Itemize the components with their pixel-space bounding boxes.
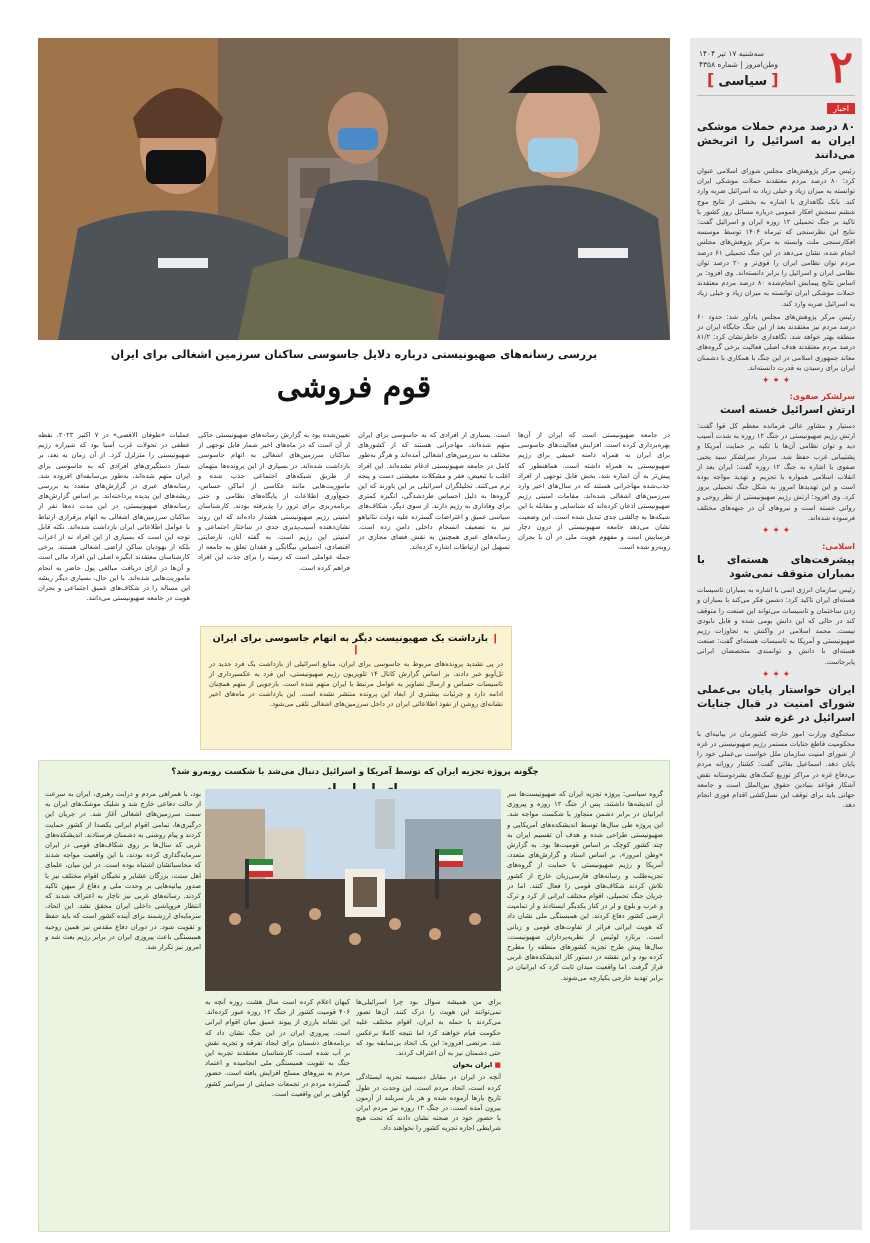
boxout-panel bbox=[200, 626, 512, 750]
sidebar-body-3: رئیس سازمان انرژی اتمی با اشاره به بمباران تاسیسات هسته‌ای ایران تاکید کرد: دشمن فکر می‌کند با بمباران و زدن ساختمان و تاسیسات می‌تواند این صنعت را متوقف کند در حالی که این دانش بومی شده و قابل نابودی نیست. محمد اسلامی در واکنش به تجاوزات رژیم صهیونیستی و آمریکا به تاسیسات هسته‌ای گفت: صنعت هسته‌ای با دانش و توانمندی متخصصان ایرانی پابرجاست. bbox=[697, 586, 855, 666]
sidebar-body-4: سخنگوی وزارت امور خارجه کشورمان در بیانیه‌ای با محکومیت قاطع جنایات مستمر رژیم صهیونیستی در غزه از شورای امنیت سازمان ملل خواست بی‌عملی خود را پایان دهد. اسماعیل بقائی گفت: کشتار روزانه مردم بی‌دفاع غزه در مراکز توزیع کمک‌های بشردوستانه نقض آشکار قواعد بنیادین حقوق بین‌الملل است و جامعه جهانی باید برای توقف این نسل‌کشی اقدام فوری انجام دهد. bbox=[697, 729, 855, 810]
sidebar-body-1: رئیس مرکز پژوهش‌های مجلس شورای اسلامی عنوان کرد: ۸۰ درصد مردم معتقدند حملات موشکی ایران توانسته به میزان زیاد و خیلی زیاد به اسرائیل ضربه وارد کند. بابک نگاهداری با اشاره به بخشی از نتایج موج ششم سنجش افکار عمومی درباره مسائل روز کشور با تاکید بر جنگ تحمیلی ۱۲ روزه ایران و اسرائیل گفت: نتایج این نظرسنجی که تیرماه ۱۴۰۴ توسط موسسه افکارسنجی ملت وابسته به مرکز پژوهش‌های مجلس انجام شده، نشان می‌دهد در این جنگ تحمیلی ۶۱ درصد مردم توان نظامی ایران را قوی‌تر و ۲۰ درصد توان نظامی ایران و اسرائیل را برابر دانسته‌اند. وی افزود: بر اساس نتایج پیمایش انجام‌شده ۸۰ درصد مردم معتقدند حملات موشکی ایران توانسته به میزان زیاد و خیلی زیاد به اسرائیل ضربه وارد کند. bbox=[697, 167, 856, 308]
bottom-column-right: گروه سیاسی: پروژه تجزیه ایران که صهیونیست‌ها سر آن اندیشه‌ها داشتند، پس از جنگ ۱۲ روزه و پیروزی ایرانیان در برابر دشمن متجاوز با شکست مواجه شد. این پروژه طی سال‌ها توسط اندیشکده‌های آمریکایی و صهیونیستی طراحی شده و هدف آن تقسیم ایران به چند کشور کوچک بر اساس قومیت‌ها بود. به گزارش «وطن امروز»، بر اساس اسناد و گزارش‌های متعدد، آمریکا و رژیم صهیونیستی با حمایت از گروه‌های تجزیه‌طلب و رسانه‌های فارسی‌زبان خارج از کشور تلاش کردند شکاف‌های قومی را فعال کنند. اما در جریان جنگ تحمیلی، اقوام مختلف ایرانی از کرد و ترک و عرب و بلوچ و لر در کنار یکدیگر ایستادند و از تمامیت ارضی کشور دفاع کردند. این همبستگی ملی نشان داد که هویت ایرانی فراتر از تفاوت‌های قومی و زبانی است. برنارد لوئیس از نظریه‌پردازان صهیونیست، سال‌ها پیش طرح تجزیه کشورهای منطقه را مطرح کرده بود و این نقشه در دستور کار اندیشکده‌های غربی قرار گرفت. اما واقعیت میدان ثابت کرد که ایرانیان در برابر تهدید خارجی یکپارچه می‌شوند. bbox=[507, 790, 663, 982]
article-text: برای من همیشه سوال بود چرا اسرائیلی‌ها نمی‌توانند این هویت را درک کنند. آن‌ها تصور می‌کردند با حمله به ایران، اقوام مختلف علیه حکومت قیام خواهند کرد اما نتیجه کاملا برعکس شد. مرتضی افروزه: این یک اتحاد بی‌سابقه بود که حتی دشمنان نیز به آن اعتراف کردند. bbox=[356, 998, 501, 1058]
subheading-text: ایران بخوان bbox=[452, 1061, 493, 1070]
separator-star-icon: ✦ ✦ ✦ bbox=[761, 376, 791, 387]
masthead bbox=[697, 44, 855, 96]
sidebar-body-1b: رئیس مرکز پژوهش‌های مجلس یادآور شد: حدود ۶۰ درصد مردم نیز معتقدند بعد از این جنگ جایگاه ایران در منطقه بهتر خواهد شد. نگاهداری خاطرنشان کرد: ۸۱/۲ درصد مردم معتقدند هدف اصلی فعالیت برخی گروه‌های معاند جمهوری اسلامی در این جنگ با همکاری با دشمنان ایران برای رسیدن به قدرت دانسته‌اند. bbox=[697, 312, 855, 372]
article-text: آنچه در ایران در مقابل دسیسه تجزیه ایستادگی کرده است، اتحاد مردم است. این وحدت در طول تاریخ بارها آزموده شده و هر بار سربلند از آزمون بیرون آمده است. در جنگ ۱۲ روزه نیز مردم ایران با حضور خود در صحنه نشان دادند که تحت هیچ شرایطی اجازه تجزیه کشور را نخواهند داد. bbox=[356, 1073, 501, 1133]
sidebar-byline-3: اسلامی: bbox=[822, 542, 855, 552]
news-sidebar bbox=[690, 38, 862, 1230]
news-tag: اخبار bbox=[827, 103, 855, 114]
soldiers-escort-photo bbox=[38, 38, 670, 340]
bottom-kicker: چگونه پروژه تجزیه ایران که توسط آمریکا و اسرائیل دنبال می‌شد با شکست روبه‌رو شد؟ bbox=[171, 767, 539, 777]
subheading: ■ ایران بخوان bbox=[452, 1061, 501, 1070]
date-line bbox=[699, 48, 778, 70]
sidebar-headline-4: ایران خواستار پایان بی‌عملی شورای امنیت در قبال جنایات اسرائیل در غزه شد bbox=[697, 683, 855, 724]
rally-crowd-photo bbox=[205, 789, 501, 991]
article-kicker: بررسی رسانه‌های صهیونیستی درباره دلایل جاسوسی ساکنان سرزمین اشغالی برای ایران bbox=[110, 348, 598, 361]
page-number: ۲ bbox=[829, 42, 853, 93]
separator-star-icon: ✦ ✦ ✦ bbox=[761, 526, 791, 537]
article-headline: قوم فروشی bbox=[276, 370, 432, 405]
sidebar-headline-3: پیشرفت‌های هسته‌ای با بمباران متوقف نمی‌شود bbox=[697, 554, 855, 581]
article-column-4 bbox=[518, 430, 670, 752]
section-name: سیاسی bbox=[718, 74, 768, 89]
boxout-body: در پی تشدید پرونده‌های مربوط به جاسوسی برای ایران، منابع اسرائیلی از بازداشت یک فرد جدید در تل‌آویو خبر دادند. بر اساس گزارش کانال ۱۴ تلویزیون رژیم صهیونیستی، این فرد به عکسبرداری از تاسیسات حساس و ارسال تصاویر به عوامل مرتبط با ایران متهم شده است. بازجویی از متهم همچنان ادامه دارد و جزئیات بیشتری از ابعاد این پرونده منتشر نشده است. این بازداشت در ماه‌های اخیر نشانه‌ای روشن از نفوذ اطلاعاتی ایران در داخل سرزمین‌های اشغالی تلقی می‌شود. bbox=[209, 660, 504, 708]
article-text: عملیات «طوفان الاقصی» در ۷ اکتبر ۲۰۲۳، نقطه عطفی در تحولات غرب آسیا بود که شیرازه رژیم صهیونیستی را متزلزل کرد. از آن زمان به بعد، بر شمار دستگیری‌های افرادی که به جاسوسی برای ایران متهم شده‌اند، به‌طور بی‌سابقه‌ای افزوده شد. رسانه‌های عبری در گزارش‌های متعدد به بررسی ریشه‌های این پدیده پرداخته‌اند. بر اساس گزارش‌های رسانه‌های صهیونیستی، در این مدت ده‌ها نفر از ساکنان سرزمین‌های اشغالی به اتهام برقراری ارتباط با عوامل اطلاعاتی ایران بازداشت شده‌اند. نکته قابل توجه این است که بسیاری از این افراد نه از اعراب بلکه از یهودیان ساکن اراضی اشغالی هستند. برخی کارشناسان معتقدند انگیزه اصلی این افراد مالی است و آن‌ها در ازای دریافت مبالغی پول حاضر به انجام ماموریت‌هایی شده‌اند. با این حال، بسیاری دیگر ریشه این مساله را در شکاف‌های عمیق اجتماعی و بحران هویت در جامعه صهیونیستی می‌دانند. bbox=[38, 431, 190, 603]
separator-star-icon: ✦ ✦ ✦ bbox=[761, 669, 791, 680]
article-column-1 bbox=[38, 430, 190, 752]
boxout-title: ❙ بازداشت یک صهیونیست دیگر به اتهام جاسوسی برای ایران ❙ bbox=[212, 633, 500, 655]
issue-number: وطن‌امروز | شماره ۴۳۵۸ bbox=[699, 60, 779, 69]
sidebar-headline-2: ارتش اسرائیل خسته است bbox=[720, 404, 855, 417]
bottom-mid-column-1: کیهان اعلام کرده است سال هشت روزه آنچه به ۴۰۶ قومیت کشور از جنگ ۱۲ روزه عبور کرده‌اند. این نشانه بارزی از پیوند عمیق میان اقوام ایرانی است. پیروزی ایران در این جنگ نشان داد که برنامه‌های دشمنان برای ایجاد تفرقه و تجزیه نقش بر آب شده است. کارشناسان معتقدند تجربه این جنگ به تقویت همبستگی ملی انجامیده و اعتماد مردم به نیروهای مسلح افزایش یافته است. حضور گسترده مردم در تجمعات حمایتی از سراسر کشور گواهی بر این واقعیت است. bbox=[205, 998, 350, 1098]
section-title: [سیاسی] bbox=[707, 70, 779, 89]
article-text: تعیین‌شده بود به گزارش رسانه‌های صهیونیستی حاکی از آن است که در ماه‌های اخیر شمار قابل توجهی از ساکنان سرزمین‌های اشغالی به اتهام جاسوسی بازداشت شده‌اند. در بسیاری از این پرونده‌ها متهمان از طریق شبکه‌های اجتماعی جذب شده و ماموریت‌هایی مانند عکاسی از اماکن حساس، جمع‌آوری اطلاعات از پایگاه‌های نظامی و حتی برنامه‌ریزی برای ترور را پذیرفته بودند. کارشناسان امنیتی رژیم صهیونیستی هشدار داده‌اند که این روند نشان‌دهنده آسیب‌پذیری جدی در ساختار اجتماعی و امنیتی این رژیم است. به گفته آنان، نارضایتی اقتصادی، احساس بیگانگی و فقدان تعلق به جامعه از جمله عواملی است که زمینه را برای جذب این افراد فراهم کرده است. bbox=[198, 431, 350, 572]
bottom-mid-column-2 bbox=[356, 997, 501, 1227]
bottom-feature bbox=[38, 760, 670, 1232]
sidebar-byline-2: سرلشکر صفوی: bbox=[789, 392, 855, 402]
bottom-middle-columns bbox=[205, 997, 501, 1227]
article-text: است. بسیاری از افرادی که به جاسوسی برای ایران متهم شده‌اند، مهاجرانی هستند که از کشورهای مختلف به سرزمین‌های اشغالی آمده‌اند و هرگز به‌طور کامل در جامعه صهیونیستی ادغام نشده‌اند. این افراد اغلب با تبعیض، فقر و مشکلات معیشتی دست و پنجه نرم می‌کنند. تحلیلگران اسرائیلی بر این باورند که این گروه‌ها به دلیل احساس طردشدگی، انگیزه کمتری برای وفاداری به رژیم دارند. از سوی دیگر، شکاف‌های سیاسی عمیق و اعتراضات گسترده علیه دولت نتانیاهو نیز به تضعیف انسجام داخلی دامن زده است. رسانه‌های عبری همچنین به نقش فضای مجازی در تسهیل این ارتباطات اشاره کرده‌اند. bbox=[358, 431, 510, 552]
sidebar-headline-1: ۸۰ درصد مردم حملات موشکی ایران به اسرائیل را اثربخش می‌دانند bbox=[697, 121, 855, 161]
boxout-title-text: بازداشت یک صهیونیست دیگر به اتهام جاسوسی برای ایران bbox=[212, 633, 489, 644]
sidebar-body-2: دستیار و مشاور عالی فرمانده معظم کل قوا گفت: ارتش رژیم صهیونیستی در جنگ ۱۲ روزه به شدت آسیب دید و توان نظامی آن‌ها با تکیه بر حمایت آمریکا و پشتیبانی غرب حفظ شد. سردار سرلشکر سید یحیی صفوی با اشاره به جنگ ۱۲ روزه گفت: ایران بعد از انقلاب اسلامی همواره با تحریم و تهدید مواجه بوده است و این تهدیدها امروز به شکل جنگ تحمیلی بروز کرد. وی افزود: ارتش رژیم صهیونیستی از نظر روحی و روانی خسته است و نیروهای آن در جبهه‌های مختلف فرسوده شده‌اند. bbox=[697, 422, 855, 522]
bottom-column-left: بود، با همراهی مردم و درایت رهبری، ایران به سرعت از حالت دفاعی خارج شد و شلیک موشک‌های ایران به سمت سرزمین‌های اشغالی آغاز شد. در جریان این درگیری‌ها، تمامی اقوام ایرانی یکصدا از کشور حمایت کردند و پیام روشنی به دشمنان فرستادند. اندیشکده‌های غربی که سال‌ها بر روی شکاف‌های قومی در ایران سرمایه‌گذاری کرده بودند، با این واقعیت مواجه شدند که محاسباتشان اشتباه بوده است. در این میان، علمای اهل سنت، بزرگان عشایر و نخبگان اقوام مختلف نیز با صدور بیانیه‌هایی بر وحدت ملی و دفاع از میهن تاکید کردند. رسانه‌های غربی نیز ناچار به اعتراف شدند که انتظار فروپاشی داخلی ایران محقق نشد. این اتحاد، سرمایه‌ای ارزشمند برای آینده کشور است که باید حفظ و تقویت شود. در دوران دفاع مقدس نیز همین روحیه همبستگی باعث پیروزی ایران در برابر رژیم بعث شد و امروز نیز تکرار شد. bbox=[45, 790, 201, 952]
issue-date: سه‌شنبه ۱۷ تیر ۱۴۰۴ bbox=[699, 49, 764, 58]
article-text: در جامعه صهیونیستی است که ایران از آن‌ها بهره‌برداری کرده است. افزایش فعالیت‌های جاسوسی برای ایران به همراه دامنه عمیقی برای رژیم صهیونیستی به همراه داشته است. هماهنطور که پیش‌تر به آن اشاره شد، بخش قابل توجهی از افراد جذب‌شده مهاجرانی هستند که در سال‌های اخیر وارد سرزمین‌های اشغالی شده‌اند. مقامات امنیتی رژیم صهیونیستی اذعان کرده‌اند که شناسایی و مقابله با این شبکه‌ها به چالشی جدی تبدیل شده است. این وضعیت نشان می‌دهد جامعه صهیونیستی از درون دچار فرسایش است و مفهوم هویت ملی در آن با بحران روبه‌رو شده است. bbox=[518, 431, 670, 552]
